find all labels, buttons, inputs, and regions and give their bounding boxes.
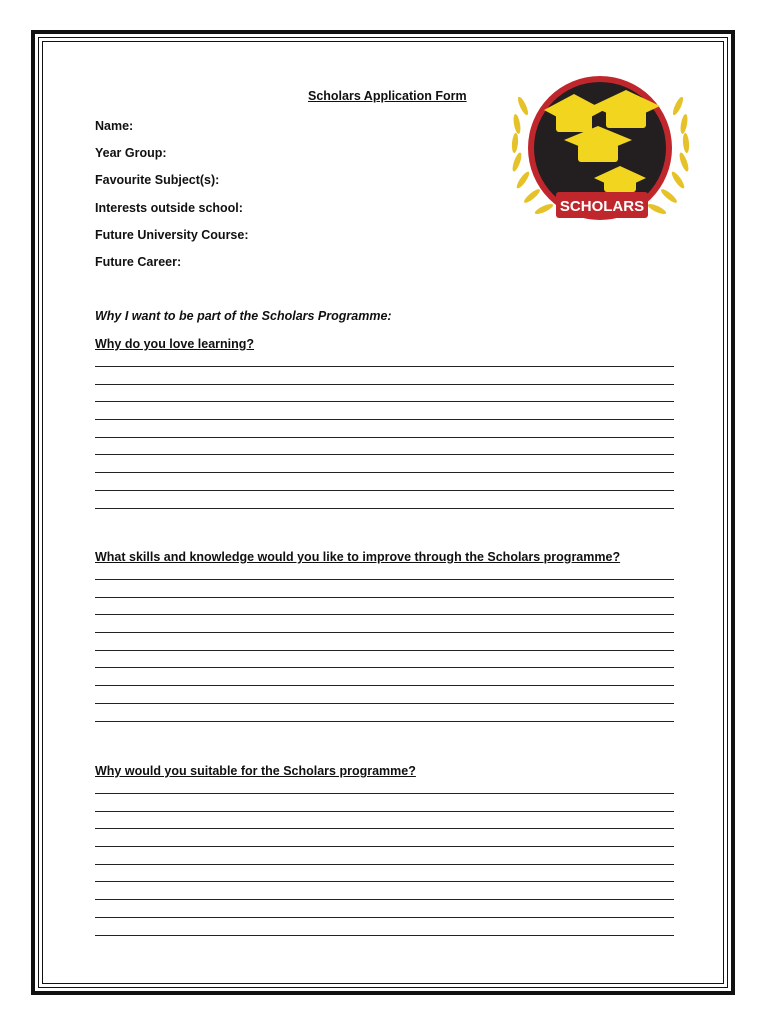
answer-line[interactable] [95, 881, 674, 882]
field-university-course-label: Future University Course: [95, 228, 249, 242]
answer-line[interactable] [95, 703, 674, 704]
answer-line[interactable] [95, 366, 674, 367]
answer-line[interactable] [95, 721, 674, 722]
answer-line[interactable] [95, 864, 674, 865]
answer-line[interactable] [95, 437, 674, 438]
question-love-learning: Why do you love learning? [95, 337, 255, 351]
answer-line[interactable] [95, 384, 674, 385]
field-future-career-label: Future Career: [95, 255, 182, 269]
answer-line[interactable] [95, 490, 674, 491]
answer-line[interactable] [95, 454, 674, 455]
answer-line[interactable] [95, 614, 674, 615]
answer-line[interactable] [95, 846, 674, 847]
question-suitability: Why would you suitable for the Scholars programme? [95, 764, 416, 778]
answer-line[interactable] [95, 685, 674, 686]
field-year-group-label: Year Group: [95, 146, 167, 160]
form-title: Scholars Application Form [308, 89, 467, 103]
answer-line[interactable] [95, 917, 674, 918]
answer-line[interactable] [95, 935, 674, 936]
answer-line[interactable] [95, 650, 674, 651]
answer-lines-suitability[interactable] [95, 793, 674, 952]
answer-line[interactable] [95, 667, 674, 668]
answer-line[interactable] [95, 811, 674, 812]
answer-line[interactable] [95, 419, 674, 420]
question-skills-knowledge: What skills and knowledge would you like to improve through the Scholars programme? [95, 550, 621, 564]
answer-line[interactable] [95, 472, 674, 473]
field-interests-label: Interests outside school: [95, 201, 243, 215]
answer-line[interactable] [95, 579, 674, 580]
answer-line[interactable] [95, 828, 674, 829]
answer-line[interactable] [95, 899, 674, 900]
answer-line[interactable] [95, 793, 674, 794]
field-name-label: Name: [95, 119, 134, 133]
answer-line[interactable] [95, 508, 674, 509]
answer-lines-love-learning[interactable] [95, 366, 674, 525]
answer-lines-skills-knowledge[interactable] [95, 579, 674, 738]
section-heading: Why I want to be part of the Scholars Programme: [95, 309, 392, 323]
field-favourite-subjects-label: Favourite Subject(s): [95, 173, 220, 187]
answer-line[interactable] [95, 632, 674, 633]
logo-text: SCHOLARS [559, 198, 645, 215]
answer-line[interactable] [95, 401, 674, 402]
answer-line[interactable] [95, 597, 674, 598]
scholars-logo [508, 66, 693, 231]
